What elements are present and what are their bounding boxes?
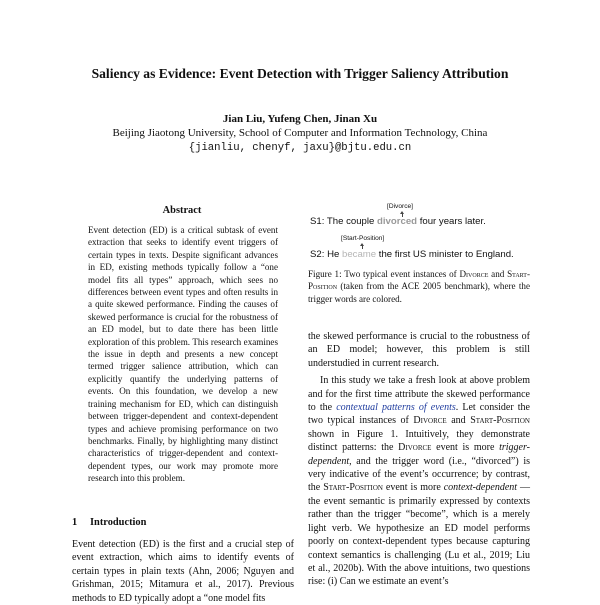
s2-trigger-word: became [342,249,377,260]
figure-s2-event-tag: [Start-Position] [341,235,385,242]
section-title: Introduction [90,517,147,528]
figure-sentence-s1 [310,216,486,227]
introduction-body [72,538,294,605]
figure-caption [308,268,530,305]
abstract-body [88,224,278,485]
caption-text-a: Figure 1: Two typical event instances of [308,269,460,279]
abstract-heading: Abstract [162,205,202,216]
right-column-body [308,330,530,589]
section-number: 1 [72,517,78,528]
p2-text-a: In this study we take a fresh look at above problem and for the first time attribute the skewed performance to the [308,375,530,414]
paragraph-1: the skewed performance is crucial to the robustness of an ED model; however, this problem is still understudied in current research. [308,331,530,369]
p2-text-f: , and the trigger word (i.e., “divorced”) is very indicative of the event’s occurrence; by contrast, the [308,455,530,494]
caption-event-divorce: Divorce [459,269,489,279]
p2-emphasis-trigger-dependent: trigger-dependent [308,442,531,467]
author-list: Jian Liu, Yufeng Chen, Jinan Xu [222,113,378,125]
p2-emphasis-contextual-patterns: contextual patterns of events [336,402,456,414]
figure-s1-event-tag: [Divorce] [387,203,414,210]
p2-emphasis-context-dependent: context-dependent [443,482,518,494]
caption-event-start-position: Start-Position [308,269,530,292]
s1-suffix: four years later. [417,216,486,227]
paragraph-2 [308,374,530,589]
p2-text-g: event is more [382,482,444,494]
email-addresses: {jianliu, chenyf, jaxu}@bjtu.edu.cn [188,142,412,154]
p2-text-e: event is more [431,442,500,454]
section-heading-introduction [72,517,146,528]
p2-event-start-position: Start-Position [470,415,530,427]
affiliation: Beijing Jiaotong University, School of Computer and Information Technology, China [112,127,488,139]
p2-text-h: — the event semantic is primarily expressed by contexts rather than the trigger “become”, which is a merely light verb. We hypothesize an ED model performs poorly on context-dependent types because capturing context semantics is challenging (Lu et al., 2019; Liu et al., 2020b). With the above intuitions, two questions rise: (i) Can we estimate an event’s [308,482,531,588]
paper-title: Saliency as Evidence: Event Detection with Trigger Saliency Attribution [91,66,509,81]
s2-prefix: S2: He [310,249,342,260]
p2-text-d: shown in Figure 1. Intuitively, they demonstrate distinct patterns: the [308,428,530,454]
introduction-text: Event detection (ED) is the first and a crucial step of event extraction, which aims to identify events of certain types in plain texts (Ahn, 2006; Nguyen and Grishman, 2015; Mitamura et al., 2017). Previous methods to ED typically adopt a “one model fits [72,539,294,604]
s2-suffix: the first US minister to England. [376,249,514,260]
caption-text-c: (taken from the ACE 2005 benchmark), where the trigger words are colored. [308,281,530,304]
figure-s1-arrow-icon [400,211,404,214]
s1-prefix: S1: The couple [310,216,378,227]
caption-text-b: and [488,269,508,279]
p2-event-divorce: Divorce [413,415,447,427]
p2-event-divorce-2: Divorce [398,442,432,454]
p2-text-c: and [446,415,471,427]
s1-trigger-word: divorced [377,216,418,227]
figure-sentence-s2 [310,249,514,260]
figure-s2-arrow-icon [360,243,364,246]
abstract-text: Event detection (ED) is a critical subtask of event extraction that seeks to identify event triggers of certain types in texts. Despite significant advances in ED, existing methods typically follow a “one model fits all types” approach, which sees no differences between event types and often results in a quite skewed performance. Finding the causes of skewed performance is crucial for the robustness of an ED model, but to date there has been little exploration of this problem. This research examines the issue in depth and presents a new concept termed trigger salience attribution, which can explicitly quantify the underlying patterns of events. On this foundation, we develop a new training mechanism for ED, which can distinguish between trigger-dependent and context-dependent types and achieve promising performance on two benchmarks. Finally, by highlighting many distinct characteristics of trigger-dependent and context-dependent types, our work may promote more research into this problem. [88,225,278,484]
p2-event-start-position-2: Start-Position [323,482,383,494]
p2-text-b: . Let consider the two typical instances of [308,402,530,427]
